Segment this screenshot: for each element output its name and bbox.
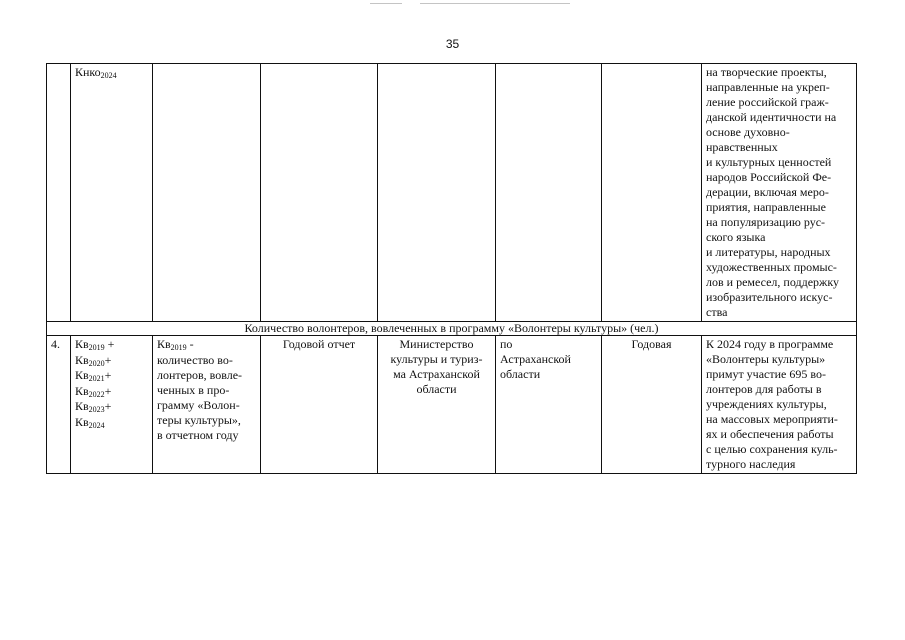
formula-operator: - xyxy=(186,337,194,351)
formula-term xyxy=(75,337,148,353)
scan-artifact-line xyxy=(370,3,402,4)
continuation-row xyxy=(47,64,857,322)
formula-subscript: 2020 xyxy=(88,358,105,368)
page-number: 35 xyxy=(445,37,460,51)
definition-term xyxy=(157,337,256,353)
formula-subscript: 2021 xyxy=(88,374,105,383)
formula-subscript: 2019 xyxy=(170,343,187,352)
formula-operator: + xyxy=(104,383,112,398)
row-number-cell xyxy=(47,64,71,322)
periodicity-cell xyxy=(602,64,702,322)
formula-base: Кв xyxy=(75,383,89,398)
formula-base: Кнко xyxy=(75,65,101,79)
description-cell: на творческие проекты, направленные на укреп- ление российской граж- данской идентичности на основе духовно- нравственных и культурных ценностей народов Российской Фе- дерации, включая меро- приятия, направленные на популяризацию рус- ского языка и литературы, народных художественных промыс- лов и ремесел, поддержку изобразительного искус- ства xyxy=(702,64,857,322)
formula-subscript: 2024 xyxy=(100,71,117,80)
formula-subscript: 2019 xyxy=(88,343,105,352)
formula-cell xyxy=(71,336,153,474)
formula-term xyxy=(75,353,148,369)
definition-cell xyxy=(153,64,261,322)
scan-artifact-line xyxy=(420,3,570,4)
formula xyxy=(75,65,148,81)
formula-base: Кв xyxy=(75,352,89,367)
table-row xyxy=(47,336,857,474)
document-table xyxy=(46,63,857,474)
formula-base: Кв xyxy=(75,337,89,351)
source-cell xyxy=(261,64,378,322)
description-cell: К 2024 году в программе «Волонтеры культуры» примут участие 695 во- лонтеров для работы в учреждениях культуры, на массовых мероприяти- ях и обеспечения работы с целью сохранения куль- турного наследия xyxy=(702,336,857,474)
responsible-cell xyxy=(378,64,496,322)
formula-term xyxy=(75,65,148,81)
formula-operator: + xyxy=(104,368,112,382)
formula-operator: + xyxy=(104,337,115,351)
formula xyxy=(75,337,148,430)
section-heading-row xyxy=(47,322,857,336)
definition-cell xyxy=(153,336,261,474)
formula-subscript: 2022 xyxy=(88,389,105,399)
formula-operator: + xyxy=(104,399,112,413)
formula-cell xyxy=(71,64,153,322)
row-number: 4. xyxy=(47,336,71,474)
section-heading: Количество волонтеров, вовлеченных в программу «Волонтеры культуры» (чел.) xyxy=(47,322,857,336)
formula-term xyxy=(75,399,148,415)
formula-base: Кв xyxy=(157,337,171,351)
formula-subscript: 2023 xyxy=(88,405,105,414)
region-cell: по Астраханской области xyxy=(496,336,602,474)
formula-term xyxy=(157,337,256,353)
region-cell xyxy=(496,64,602,322)
formula-base: Кв xyxy=(75,368,89,382)
definition-text: количество во- лонтеров, вовле- ченных в про- грамму «Волон- теры культуры», в отчетном году xyxy=(157,352,243,442)
formula-term xyxy=(75,368,148,384)
formula-subscript: 2024 xyxy=(88,420,105,430)
source-cell: Годовой отчет xyxy=(261,336,378,474)
formula-base: Кв xyxy=(75,414,89,429)
formula-term xyxy=(75,384,148,400)
responsible-cell: Министерство культуры и туриз- ма Астраханской области xyxy=(378,336,496,474)
periodicity-cell: Годовая xyxy=(602,336,702,474)
formula-operator: + xyxy=(104,352,112,367)
formula-base: Кв xyxy=(75,399,89,413)
formula-term xyxy=(75,415,148,431)
